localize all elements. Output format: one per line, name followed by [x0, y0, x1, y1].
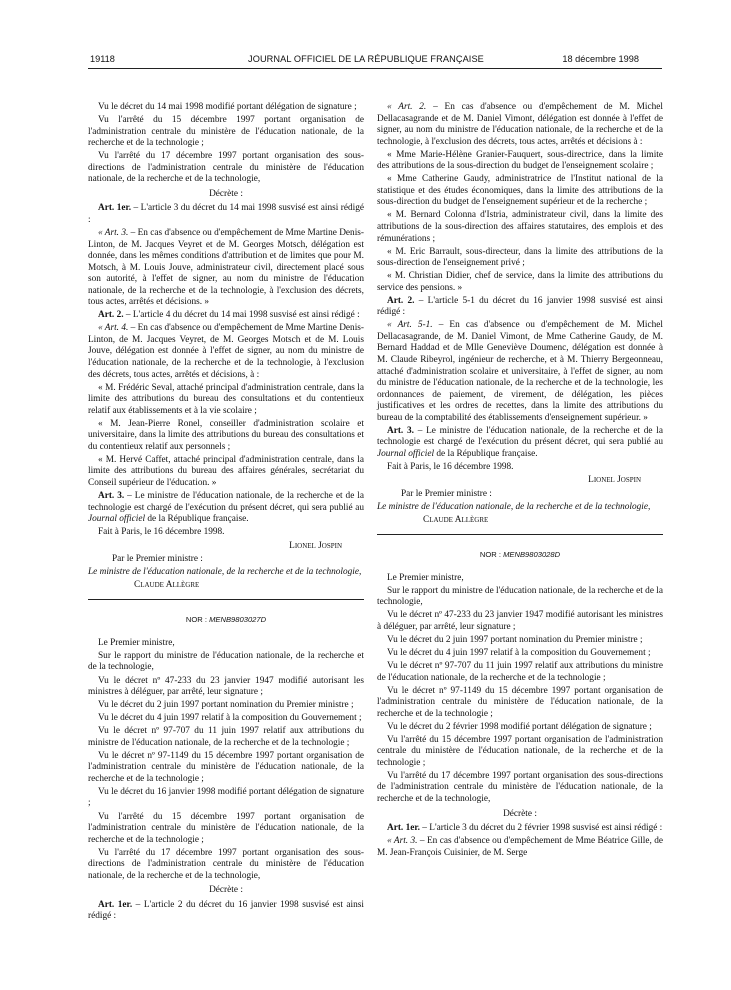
minister-title: Le ministre de l'éducation nationale, de la recherche et de la technologie, — [377, 502, 651, 513]
quoted-article-text: – En cas d'absence ou d'empêchement de Mme Martine Denis-Linton, de M. Jacques Veyret et de M. Georges Motsch, délégation est donnée, dans les mêmes conditions d'attribution et de limites que pour M. Motsch, à M. Louis Jouve, administrateur civil, directement placé sous son autorité, à l'effet de signer, au nom du ministre de l'éducation nationale, de la recherche et de la technologie, à l'exclusion des décrets, tous actes, arrêtés et décisions. » — [88, 227, 365, 308]
article-paragraph — [88, 310, 364, 322]
delegation-item: « M. Frédéric Seval, attaché principal d'administration centrale, dans la limite des attributions du bureau des consultations et du contentieux relatif aux établissements et à la vie scolaire ; — [88, 382, 364, 416]
right-column — [377, 102, 663, 861]
visa-paragraph: Vu le décret du 2 juin 1997 portant nomination du Premier ministre ; — [387, 634, 643, 645]
section-separator — [88, 599, 364, 600]
nor-reference — [377, 549, 663, 561]
visa-paragraph: Vu l'arrêté du 17 décembre 1997 portant organisation des sous-directions de l'administration centrale du ministère de l'éducation nationale, de la recherche et de la technologie, — [377, 770, 663, 804]
visa-paragraph: Vu le décret nº 97-707 du 11 juin 1997 relatif aux attributions du ministre de l'éducation nationale, de la recherche et de la technologie ; — [377, 660, 663, 683]
quoted-article-label: « Art. 5-1. — [387, 320, 433, 331]
visa-paragraph: Vu le décret nº 97-1149 du 15 décembre 1997 portant organisation de l'administration centrale du ministère de l'éducation nationale, de la recherche et de la technologie ; — [88, 750, 364, 784]
page-header — [0, 54, 731, 68]
signature-place-date: Fait à Paris, le 16 décembre 1998. — [98, 527, 225, 538]
delegation-item: « Mme Catherine Gaudy, administratrice de l'Institut national de la statistique et des études économiques, dans la limite des attributions de la sous-direction du budget de l'enseignement supérieur et de la recherche ; — [377, 174, 663, 208]
delegation-item: « M. Hervé Caffet, attaché principal d'administration centrale, dans la limite des attributions du bureau des affaires générales, secrétariat du Conseil supérieur de l'éducation. » — [88, 454, 364, 488]
visa-paragraph: Vu le décret nº 47-233 du 23 janvier 1947 modifié autorisant les ministres à déléguer, par arrêté, leur signature ; — [377, 610, 663, 632]
article-text: – Le ministre de l'éducation nationale, de la recherche et de la technologie est chargé de l'exécution du présent décret, qui sera publié au — [88, 491, 365, 513]
issue-date: 18 décembre 1998 — [562, 54, 639, 64]
delegation-item: « M. Jean-Pierre Ronel, conseiller d'administration scolaire et universitaire, dans la limite des attributions du bureau des consultations et du contentieux relatif aux personnels ; — [88, 418, 364, 452]
article-paragraph — [88, 491, 364, 526]
visa-paragraph: Vu le décret nº 97-707 du 11 juin 1997 relatif aux attributions du ministre de l'éducation nationale, de la recherche et de la technologie ; — [88, 726, 364, 748]
minister-name: Claude Allègre — [134, 579, 200, 590]
article-text: – L'article 3 du décret du 2 février 1998 susvisé est ainsi rédigé : — [419, 823, 663, 834]
quoted-article — [88, 323, 364, 381]
signatory-name: Lionel Jospin — [289, 540, 342, 551]
article-label: Art. 1er. — [98, 203, 132, 214]
visa-paragraph: Vu le décret du 2 février 1998 modifié portant délégation de signature ; — [387, 721, 652, 732]
quoted-article-text: – En cas d'absence ou d'empêchement de Mme Béatrice Gille, de M. Jean-François Cuisinier, de M. Serge — [377, 836, 663, 858]
decrete-heading: Décrète : — [503, 808, 537, 819]
visa-paragraph: Vu l'arrêté du 17 décembre 1997 portant organisation des sous-directions de l'administration centrale du ministère de l'éducation nationale, de la recherche et de la technologie, — [88, 151, 364, 185]
visa-paragraph: Vu le décret du 14 mai 1998 modifié portant délégation de signature ; — [98, 102, 357, 112]
article-paragraph — [377, 426, 663, 461]
journal-officiel-ref: Journal officiel — [377, 448, 435, 459]
signature-place-date: Fait à Paris, le 16 décembre 1998. — [387, 461, 514, 472]
article-paragraph — [88, 203, 364, 226]
quoted-article — [377, 320, 663, 424]
article-text: – Le ministre de l'éducation nationale, de la recherche et de la technologie est chargé de l'exécution du présent décret, qui sera publié au — [377, 425, 663, 448]
article-text: – L'article 3 du décret du 14 mai 1998 susvisé est ainsi rédigé : — [88, 203, 364, 225]
delegation-item: « M. Eric Barrault, sous-directeur, dans la limite des attributions de la sous-direction de l'enseignement privé ; — [377, 246, 663, 269]
article-label: Art. 2. — [98, 310, 124, 321]
countersign-intro: Par le Premier ministre : — [112, 554, 203, 565]
visa-paragraph: Vu l'arrêté du 15 décembre 1997 portant organisation de l'administration centrale du ministère de l'éducation nationale, de la recherche et de la technologie ; — [88, 115, 364, 149]
article-text: de la République française. — [434, 448, 538, 459]
visa-paragraph: Vu le décret du 4 juin 1997 relatif à la composition du Gouvernement ; — [387, 647, 651, 658]
visa-paragraph: Vu l'arrêté du 15 décembre 1997 portant organisation de l'administration centrale du ministère de l'éducation nationale, de la recherche et de la technologie ; — [377, 734, 663, 768]
article-text: – L'article 2 du décret du 16 janvier 1998 susvisé est ainsi rédigé : — [88, 899, 364, 922]
visa-paragraph: Vu le décret nº 47-233 du 23 janvier 1947 modifié autorisant les ministres à déléguer, par arrêté, leur signature ; — [88, 675, 364, 698]
quoted-article — [88, 228, 364, 309]
article-text: de la République française. — [145, 514, 249, 525]
visa-paragraph: Sur le rapport du ministre de l'éducation nationale, de la recherche et de la technologie, — [88, 650, 364, 673]
nor-label: NOR : — [185, 615, 210, 625]
premier-ministre-line: Le Premier ministre, — [98, 637, 175, 648]
quoted-article — [377, 836, 663, 859]
countersign-intro: Par le Premier ministre : — [401, 489, 492, 499]
article-label: Art. 3. — [98, 491, 125, 501]
quoted-article-text: – En cas d'absence ou d'empêchement de Mme Martine Denis-Linton, de M. Jacques Veyret, de M. Georges Motsch et de M. Louis Jouve, délégation est donnée à l'effet de signer, au nom du ministre de l'éducation nationale, de la recherche et de la technologie, à l'exclusion des décrets, tous actes, arrêtés et décisions, à : — [88, 323, 365, 380]
signatory-name: Lionel Jospin — [588, 475, 641, 486]
decrete-heading: Décrète : — [209, 885, 243, 896]
nor-reference — [88, 614, 364, 626]
visa-paragraph: Sur le rapport du ministre de l'éducation nationale, de la recherche et de la technologie, — [377, 585, 663, 608]
quoted-article-text: – En cas d'absence ou d'empêchement de M. Michel Dellacasagrande, de M. Daniel Vimont, de Mme Catherine Gaudy, de M. Bernard Haddad et de Mlle Geneviève Doumenc, délégation est donnée à M. Claude Ribeyrol, ingénieur de recherche, et à M. Thierry Bergeonneau, attaché d'administration scolaire et universitaire, à l'effet de signer, au nom du ministre de l'éducation nationale, de la recherche et de la technologie, les ordonnances de paiement, de virement, de délégation, les pièces justificatives et les ordres de recettes, dans la limite des attributions du bureau de la comptabilité des établissements d'enseignement supérieur. » — [377, 320, 663, 423]
header-rule — [88, 68, 662, 69]
nor-label: NOR : — [479, 550, 504, 560]
quoted-article-text: – En cas d'absence ou d'empêchement de M. Michel Dellacasagrande et de M. Daniel Vimont, délégation est donnée à l'effet de signer, au nom du ministre de l'éducation nationale, de la recherche et de la technologie, à l'exclusion des décrets, tous actes, arrêtés et décisions à : — [377, 102, 663, 147]
article-text: – L'article 5-1 du décret du 16 janvier 1998 susvisé est ainsi rédigé : — [377, 295, 663, 318]
premier-ministre-line: Le Premier ministre, — [387, 572, 464, 583]
article-label: Art. 3. — [387, 425, 414, 436]
journal-officiel-ref: Journal officiel — [88, 514, 146, 525]
journal-title: JOURNAL OFFICIEL DE LA RÉPUBLIQUE FRANÇAISE — [248, 54, 484, 64]
delegation-item: « M. Bernard Colonna d'Istria, administrateur civil, dans la limite des attributions de la sous-direction des affaires statutaires, des emplois et des rémunérations ; — [377, 210, 663, 244]
article-paragraph — [377, 296, 663, 319]
visa-paragraph: Vu l'arrêté du 17 décembre 1997 portant organisation des sous-directions de l'administration centrale du ministère de l'éducation nationale, de la recherche et de la technologie, — [88, 847, 364, 881]
visa-paragraph: Vu le décret du 4 juin 1997 relatif à la composition du Gouvernement ; — [98, 713, 362, 724]
visa-paragraph: Vu le décret du 2 juin 1997 portant nomination du Premier ministre ; — [98, 700, 354, 711]
quoted-article-label: « Art. 3. — [387, 836, 418, 847]
delegation-item: « Mme Marie-Hélène Granier-Fauquert, sous-directrice, dans la limite des attributions de la sous-direction du budget de l'enseignement scolaire ; — [377, 149, 663, 172]
quoted-article-label: « Art. 4. — [98, 323, 129, 334]
quoted-article-label: « Art. 2. — [387, 102, 427, 112]
quoted-article — [377, 102, 663, 148]
minister-name: Claude Allègre — [423, 514, 489, 525]
nor-code: MENB9803028D — [503, 550, 561, 560]
left-column — [88, 102, 364, 924]
section-separator — [377, 534, 663, 535]
page-number: 19118 — [90, 54, 115, 64]
delegation-item: « M. Christian Didier, chef de service, dans la limite des attributions du service des pensions. » — [377, 271, 663, 293]
article-text: – L'article 4 du décret du 14 mai 1998 susvisé est ainsi rédigé : — [123, 310, 360, 321]
article-paragraph — [377, 823, 663, 835]
article-paragraph — [88, 900, 364, 923]
visa-paragraph: Vu l'arrêté du 15 décembre 1997 portant organisation de l'administration centrale du ministère de l'éducation nationale, de la recherche et de la technologie ; — [88, 811, 364, 845]
article-label: Art. 1er. — [387, 823, 420, 834]
article-label: Art. 2. — [387, 295, 415, 306]
visa-paragraph: Vu le décret nº 97-1149 du 15 décembre 1997 portant organisation de l'administration centrale du ministère de l'éducation nationale, de la recherche et de la technologie ; — [377, 685, 663, 719]
quoted-article-label: « Art. 3. — [98, 227, 129, 238]
article-label: Art. 1er. — [98, 899, 133, 910]
minister-title: Le ministre de l'éducation nationale, de la recherche et de la technologie, — [88, 567, 362, 578]
nor-code: MENB9803027D — [209, 615, 267, 625]
visa-paragraph: Vu le décret du 16 janvier 1998 modifié portant délégation de signature ; — [88, 786, 364, 809]
decrete-heading: Décrète : — [209, 188, 243, 199]
